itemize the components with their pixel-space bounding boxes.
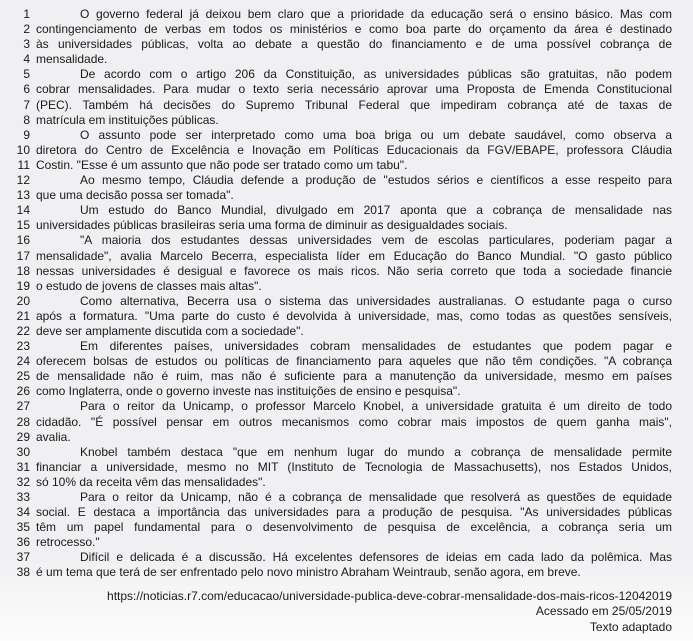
text-line xyxy=(0,233,672,248)
line-text: mensalidade", avalia Marcelo Becerra, especialista líder em Educação do Banco Mundial. "O gasto público xyxy=(36,248,672,263)
source-footer xyxy=(0,589,672,636)
line-number: 24 xyxy=(16,354,30,369)
text-line xyxy=(0,264,672,279)
line-text: O assunto pode ser interpretado como uma boa briga ou um debate saudável, como observa a xyxy=(80,127,672,142)
text-line xyxy=(0,218,672,233)
text-line xyxy=(0,158,672,173)
line-number: 11 xyxy=(17,157,30,172)
line-number: 5 xyxy=(23,67,30,82)
text-line xyxy=(0,82,672,97)
text-lines xyxy=(0,7,672,581)
text-line xyxy=(0,67,672,82)
source-url: https://noticias.r7.com/educacao/universidade-publica-deve-cobrar-mensalidade-dos-mais-ricos-12042019 xyxy=(107,588,672,603)
line-number: 22 xyxy=(16,323,30,338)
text-line xyxy=(0,52,672,67)
line-text: avalia. xyxy=(36,429,71,444)
line-text: Para o reitor da Unicamp, o professor Marcelo Knobel, a universidade gratuita é um direito de todo xyxy=(80,399,672,414)
text-line xyxy=(0,339,672,354)
line-number: 32 xyxy=(16,474,30,489)
line-number: 17 xyxy=(16,248,30,263)
text-line xyxy=(0,520,672,535)
text-line xyxy=(0,203,672,218)
text-line xyxy=(0,37,672,52)
text-line xyxy=(0,505,672,520)
line-number: 6 xyxy=(23,82,30,97)
line-text: como Inglaterra, onde o governo investe nas instituições de ensino e pesquisa". xyxy=(36,384,461,399)
text-line xyxy=(0,550,672,565)
text-line xyxy=(0,173,672,188)
text-line xyxy=(0,475,672,490)
line-text: de mensalidade não é ruim, mas não é suficiente para a manutenção da universidade, mesmo em países xyxy=(36,369,672,384)
text-line xyxy=(0,535,672,550)
access-date: Acessado em 25/05/2019 xyxy=(535,604,672,619)
line-number: 1 xyxy=(23,7,30,21)
text-line xyxy=(0,369,672,384)
line-number: 38 xyxy=(16,565,30,580)
line-number: 12 xyxy=(16,173,30,188)
line-text: contingenciamento de verbas em todos os ministérios e como boa parte do orçamento da área é destinado xyxy=(36,22,672,37)
text-line xyxy=(0,188,672,203)
line-number: 15 xyxy=(16,218,30,233)
line-text: após a formatura. "Uma parte do custo é devolvida à universidade, mas, como todas as questões sensíveis, xyxy=(36,308,672,323)
text-line xyxy=(0,384,672,399)
line-number: 34 xyxy=(16,505,30,520)
text-line xyxy=(0,490,672,505)
line-number: 4 xyxy=(23,52,30,67)
line-text: social. E destaca a importância das universidades para a produção de pesquisa. "As universidades públicas xyxy=(36,505,672,520)
line-text: Knobel também destaca "que em nenhum lugar do mundo a cobrança de mensalidade permite xyxy=(80,444,672,459)
text-line xyxy=(0,249,672,264)
line-number: 36 xyxy=(16,535,30,550)
line-number: 2 xyxy=(23,22,30,37)
line-text: oferecem bolsas de estudos ou políticas de financiamento para aqueles que não têm condições. "A cobrança xyxy=(36,354,672,369)
text-line xyxy=(0,294,672,309)
line-number: 26 xyxy=(16,384,30,399)
line-text: Ao mesmo tempo, Cláudia defende a produção de "estudos sérios e científicos a esse respeito para xyxy=(80,173,672,188)
text-line xyxy=(0,98,672,113)
line-text: mensalidade. xyxy=(36,52,108,67)
line-text: De acordo com o artigo 206 da Constituição, as universidades públicas são gratuitas, não podem xyxy=(80,67,672,82)
line-text: retrocesso." xyxy=(36,535,100,550)
line-number: 10 xyxy=(16,142,30,157)
line-text: nessas universidades é desigual e favorece os mais ricos. Não seria correto que toda a sociedade financie xyxy=(36,263,672,278)
text-line xyxy=(0,324,672,339)
line-number: 13 xyxy=(16,188,30,203)
line-number: 28 xyxy=(16,414,30,429)
line-number: 8 xyxy=(23,112,30,127)
line-number: 7 xyxy=(23,97,30,112)
line-number: 3 xyxy=(23,37,30,52)
line-text: matrícula em instituições públicas. xyxy=(36,112,219,127)
text-line xyxy=(0,445,672,460)
text-line xyxy=(0,22,672,37)
line-text: Para o reitor da Unicamp, não é a cobrança de mensalidade que resolverá as questões de equidade xyxy=(80,490,672,504)
line-number: 30 xyxy=(16,444,30,459)
line-number: 35 xyxy=(16,520,30,535)
line-number: 33 xyxy=(16,490,30,504)
text-line xyxy=(0,460,672,475)
line-text: cobrar mensalidades. Para mudar o texto seria necessário aprovar uma Proposta de Emenda Constitucional xyxy=(36,82,672,97)
adaptation-note: Texto adaptado xyxy=(589,619,672,634)
line-text: cidadão. "É possível pensar em outros mecanismos como cobrar mais impostos de quem ganha mais", xyxy=(36,414,672,429)
line-number: 23 xyxy=(16,339,30,354)
line-number: 18 xyxy=(16,263,30,278)
line-text: têm um papel fundamental para o desenvolvimento de pesquisa de excelência, a cobrança seria um xyxy=(36,520,672,535)
text-line xyxy=(0,399,672,414)
line-text: financiar a universidade, mesmo no MIT (Instituto de Tecnologia de Massachusetts), nos Estados Unidos, xyxy=(36,459,672,474)
line-text: "A maioria dos estudantes dessas universidades vem de escolas particulares, poderiam pagar a xyxy=(80,233,672,248)
text-line xyxy=(0,565,672,580)
line-text: deve ser amplamente discutida com a sociedade". xyxy=(36,323,304,338)
line-number: 37 xyxy=(16,550,30,565)
text-line xyxy=(0,354,672,369)
line-text: universidades públicas brasileiras seria uma forma de diminuir as desigualdades sociais. xyxy=(36,218,508,233)
text-line xyxy=(0,128,672,143)
line-text: às universidades públicas, volta ao debate a questão do financiamento e de uma possível cobrança de xyxy=(36,37,672,52)
line-number: 16 xyxy=(16,233,30,248)
line-number: 9 xyxy=(23,127,30,142)
text-line xyxy=(0,430,672,445)
line-text: só 10% da receita vêm das mensalidades". xyxy=(36,474,266,489)
line-text: Em diferentes países, universidades cobram mensalidades de estudantes que podem pagar e xyxy=(80,339,672,354)
line-text: O governo federal já deixou bem claro que a prioridade da educação será o ensino básico. Mas com xyxy=(80,7,672,21)
line-text: (PEC). Também há decisões do Supremo Tribunal Federal que impediram cobrança até de taxas de xyxy=(36,97,672,112)
text-line xyxy=(0,113,672,128)
line-text: Um estudo do Banco Mundial, divulgado em 2017 aponta que a cobrança de mensalidade nas xyxy=(80,203,672,218)
line-text: Como alternativa, Becerra usa o sistema das universidades australianas. O estudante paga o curso xyxy=(80,293,672,308)
line-number: 14 xyxy=(16,203,30,218)
line-number: 20 xyxy=(16,293,30,308)
line-text: o estudo de jovens de classes mais altas". xyxy=(36,278,262,293)
text-line xyxy=(0,143,672,158)
text-line xyxy=(0,309,672,324)
line-number: 21 xyxy=(16,308,30,323)
line-number: 19 xyxy=(16,278,30,293)
line-number: 27 xyxy=(16,399,30,414)
line-text: é um tema que terá de ser enfrentado pelo novo ministro Abraham Weintraub, senão agora, em breve. xyxy=(36,565,581,580)
line-text: que uma decisão possa ser tomada". xyxy=(36,188,234,203)
line-number: 31 xyxy=(16,459,30,474)
line-text: Costin. "Esse é um assunto que não pode ser tratado como um tabu". xyxy=(36,157,408,172)
line-number: 25 xyxy=(16,369,30,384)
text-line xyxy=(0,7,672,22)
line-text: diretora do Centro de Excelência e Inovação em Políticas Educacionais da FGV/EBAPE, professora Cláudia xyxy=(36,142,672,157)
text-line xyxy=(0,415,672,430)
line-text: Difícil e delicada é a discussão. Há excelentes defensores de ideias em cada lado da polêmica. Mas xyxy=(80,550,672,565)
text-line xyxy=(0,279,672,294)
line-number: 29 xyxy=(16,429,30,444)
